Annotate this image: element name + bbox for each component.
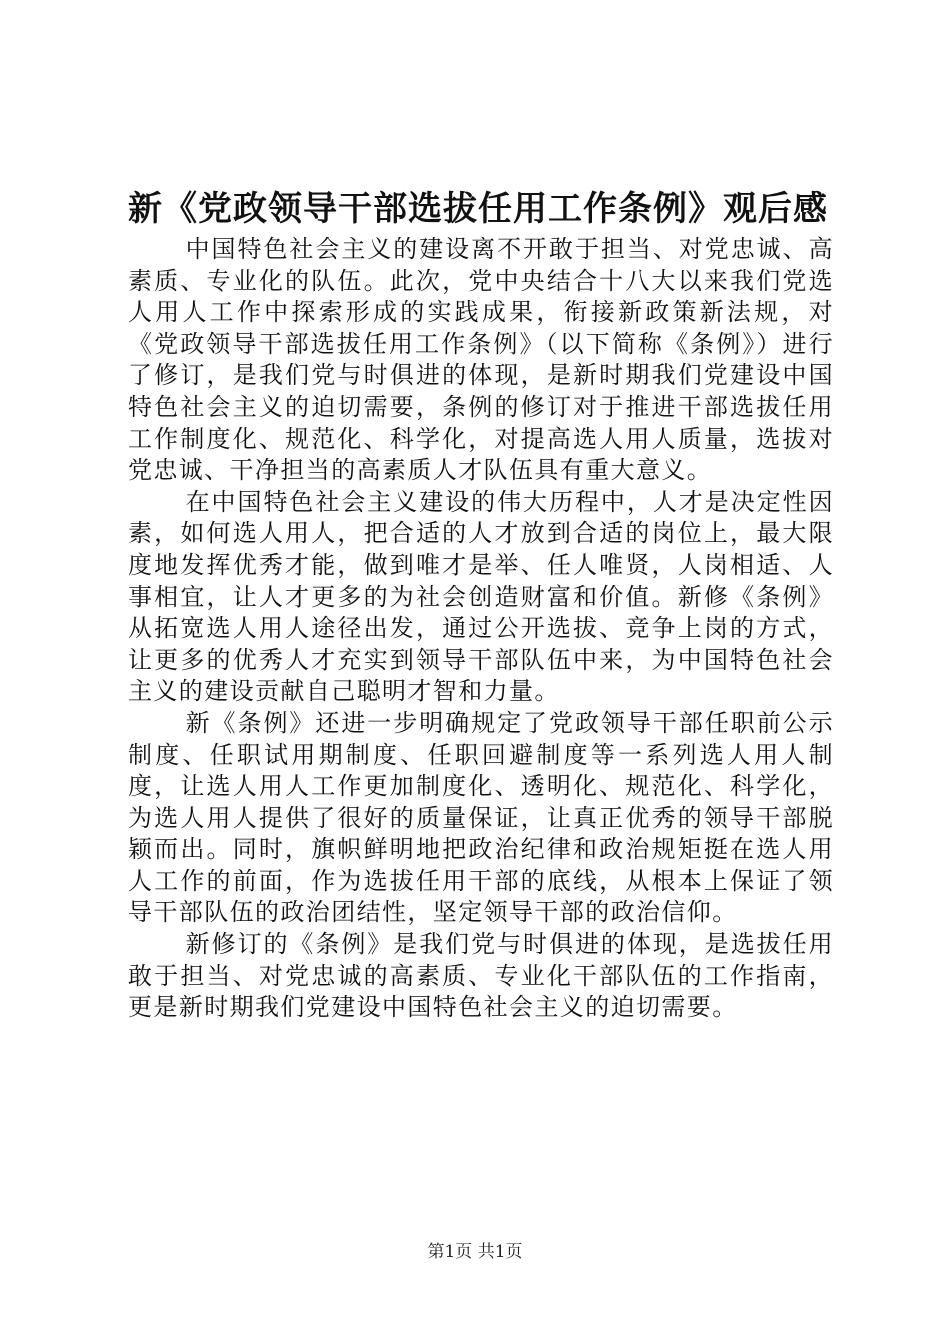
body-paragraph-1: 中国特色社会主义的建设离不开敢于担当、对党忠诚、高素质、专业化的队伍。此次，党中央结合十八大以来我们党选人用人工作中探索形成的实践成果，衔接新政策新法规，对《党政领导干部选拔任用工作条例》（以下简称《条例》）进行了修订，是我们党与时俱进的体现，是新时期我们党建设中国特色社会主义的迫切需要，条例的修订对于推进干部选拔任用工作制度化、规范化、科学化，对提高选人用人质量，选拔对党忠诚、干净担当的高素质人才队伍具有重大意义。: [128, 235, 834, 485]
body-paragraph-2: 在中国特色社会主义建设的伟大历程中，人才是决定性因素，如何选人用人，把合适的人才放到合适的岗位上，最大限度地发挥优秀才能，做到唯才是举、任人唯贤，人岗相适、人事相宜，让人才更多的为社会创造财富和价值。新修《条例》从拓宽选人用人途径出发，通过公开选拔、竞争上岗的方式，让更多的优秀人才充实到领导干部队伍中来，为中国特色社会主义的建设贡献自己聪明才智和力量。: [128, 487, 834, 706]
body-paragraph-4: 新修订的《条例》是我们党与时俱进的体现，是选拔任用敢于担当、对党忠诚的高素质、专业化干部队伍的工作指南，更是新时期我们党建设中国特色社会主义的迫切需要。: [128, 930, 834, 1022]
page-number-footer: 第1页 共1页: [427, 1242, 523, 1262]
body-paragraph-3: 新《条例》还进一步明确规定了党政领导干部任职前公示制度、任职试用期制度、任职回避制度等一系列选人用人制度，让选人用人工作更加制度化、透明化、规范化、科学化，为选人用人提供了很好的质量保证，让真正优秀的领导干部脱颖而出。同时，旗帜鲜明地把政治纪律和政治规矩挺在选人用人工作的前面，作为选拔任用干部的底线，从根本上保证了领导干部队伍的政治团结性，坚定领导干部的政治信仰。: [128, 708, 834, 927]
document-body: [128, 234, 834, 1024]
document-title: 新《党政领导干部选拔任用工作条例》观后感: [128, 189, 828, 229]
